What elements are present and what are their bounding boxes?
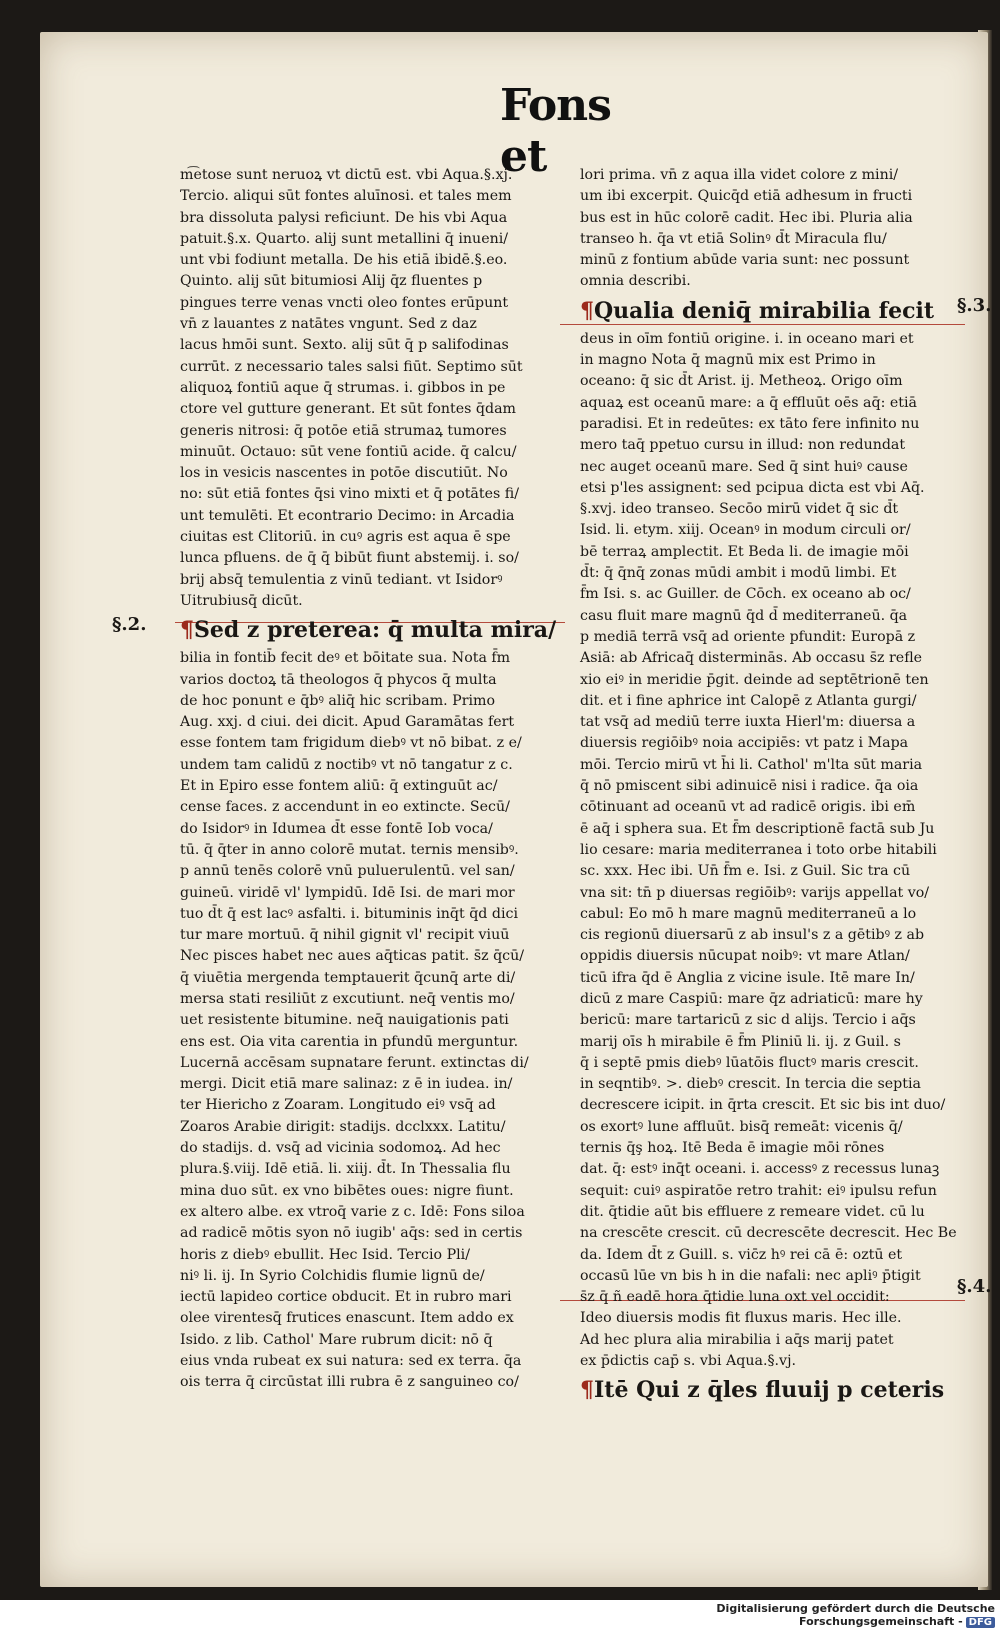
text-line: Tercio. aliqui sūt fontes aluīnosi. et tales mem [180,188,512,205]
text-line: ter Hiericho z Zoaram. Longitudo eiꝰ vsq̄ ad [180,1097,496,1114]
text-line: in seqntibꝰ. >. diebꝰ crescit. In tercia die septia [580,1076,921,1093]
text-line: cis regionū diuersarū z ab insul's z a gētibꝰ z ab [580,927,925,944]
text-line: ex p̄dictis cap̄ s. vbi Aqua.§.vj. [580,1353,796,1370]
text-line: vna sit: tn̄ p diuersas regiōibꝰ: varijs appellat vo/ [580,884,930,901]
left-column [180,165,565,1391]
text-line: p mediā terrā vsq̄ ad oriente pfundit: Europā z [580,628,916,645]
text-line: f̄m Isi. s. ac Guiller. de Cōch. ex oceano ab oc/ [580,586,911,603]
text-line: lio cesare: maria mediterranea i toto orbe hitabili [580,841,937,858]
text-line: Isido. z lib. Cathol' Mare rubrum dicit: nō q̄ [180,1331,493,1348]
margin-mark-right-1: §.3. [957,295,992,316]
text-line: Uitrubiusq̄ dicūt. [180,592,303,609]
text-line: olee virentesq̄ frutices enascunt. Item addo ex [180,1310,514,1327]
text-line: os exortꝰ lune affluūt. bisq̄ remeāt: vicenis q̄/ [580,1118,903,1135]
text-line: dicū z mare Caspiū: mare q̄z adriaticū: mare hy [580,990,923,1007]
text-line: mōi. Tercio mirū vt h̄i li. Cathol' m'lta sūt maria [580,756,923,773]
text-line: unt temulēti. Et econtrario Decimo: in Arcadia [180,507,515,524]
text-line: bilia in fontib̄ fecit deꝰ et bōitate sua. Nota f̄m [180,650,511,667]
text-line: casu fluit mare magnū q̄d d̄ mediterraneū. q̄a [580,607,908,624]
text-line: unt vbi fodiunt metalla. De his etiā ibidē.§.eo. [180,252,508,269]
text-line: ctore vel gutture generant. Et sūt fontes q̄dam [180,401,516,418]
text-line: do stadijs. d. vsq̄ ad vicinia sodomoꝝ. Ad hec [180,1140,501,1157]
text-line: in magno Nota q̄ magnū mix est Primo in [580,352,876,369]
text-line: Isid. li. etym. xiij. Oceanꝰ in modum circuli or/ [580,522,911,539]
text-line: d̄t: q̄ q̄nq̄ zonas mūdi ambit i modū limbi. Et [580,565,897,582]
text-line: tat vsq̄ ad mediū terre iuxta Hierl'm: diuersa a [580,714,916,731]
text-line: dit. et i fine aphrice int Calopē z Atlanta gurgi/ [580,692,917,709]
text-line: transeo h. q̄a vt etiā Solinꝰ d̄t Miracula flu/ [580,230,887,247]
text-line: lori prima. vn̄ z aqua illa videt colore z mini/ [580,167,899,183]
text-line: Nec pisces habet nec aues aq̄ticas patit. s̄z q̄cū/ [180,948,525,965]
text-line: oceano: q̄ sic d̄t Arist. ij. Metheoꝝ. Origo oīm [580,373,903,390]
text-line: dat. q̄: estꝰ inq̄t oceani. i. accessꝰ z recessus lunaꝫ [580,1161,940,1178]
text-line: m͡etose sunt neruoꝝ vt dictū est. vbi Aqua.§.xj. [180,167,513,183]
text-line: de hoc ponunt e q̄bꝰ aliq̄ hic scribam. Primo [180,692,496,709]
text-line: horis z diebꝰ ebullit. Hec Isid. Tercio Pli/ [180,1246,470,1263]
text-line: xio eiꝰ in meridie p̄git. deinde ad septētrionē ten [580,671,929,688]
text-line: nec auget oceanū mare. Sed q̄ sint huiꝰ cause [580,458,908,475]
text-line: niꝰ li. ij. In Syrio Colchidis flumie lignū de/ [180,1267,485,1284]
text-line: ois terra q̄ circūstat illi rubra ē z sanguineo co/ [180,1374,519,1391]
text-line: §.xvj. ideo transeo. Secōo mirū videt q̄ sic d̄t [580,501,899,518]
running-header: Fons et [500,80,611,182]
text-line: q̄ nō pmiscent sibi adinuicē nisi i radice. q̄a oia [580,778,919,795]
text-line: tuo d̄t q̄ est lacꝰ asfalti. i. bituminis inq̄t q̄d dici [180,905,518,922]
text-line: plura.§.viij. Idē etiā. li. xiij. d̄t. In Thessalia flu [180,1161,511,1178]
text-line: na crescēte crescit. cū decrescēte decrescit. Hec Be [580,1225,957,1242]
text-line: cense faces. z accendunt in eo extincte. Secū/ [180,799,510,816]
text-line: uet resistente bitumine. neq̄ nauigationis pati [180,1012,509,1029]
text-line: lunca pfluens. de q̄ q̄ bibūt fiunt abstemij. i. so/ [180,550,519,567]
text-line: eius vnda rubeat ex sui natura: sed ex terra. q̄a [180,1353,522,1370]
text-line: guineū. viridē vl' lympidū. Idē Isi. de mari mor [180,884,515,901]
text-line: mina duo sūt. ex vno bibētes oues: nigre fiunt. [180,1182,514,1199]
text-line: brij absq̄ temulentia z vinū tediant. vt Isidorꝰ [180,571,503,588]
text-line: deus in oīm fontiū origine. i. in oceano mari et [580,330,914,347]
text-line: s̄z q̄ ñ eadē hora q̄tidie luna oxt vel occidit: [580,1289,890,1306]
text-line: esse fontem tam frigidum diebꝰ vt nō bibat. z e/ [180,735,522,752]
text-line: marij oīs h mirabile ē f̄m Pliniū li. ij. z Guil. s [580,1033,901,1050]
text-line: p annū tenēs colorē vnū puluerulentū. vel san/ [180,863,515,880]
text-line: Zoaros Arabie dirigit: stadijs. dcclxxx. Latitu/ [180,1118,506,1135]
text-line: bus est in hūc colorē cadit. Hec ibi. Pluria alia [580,209,913,226]
text-line: tū. q̄ q̄ter in anno colorē mutat. ternis mensibꝰ. [180,841,519,858]
text-line: ternis q̄ş hoꝝ. Itē Beda ē imagie mōi rōnes [580,1140,885,1157]
text-line: tur mare mortuū. q̄ nihil gignit vl' recipit viuū [180,927,510,944]
text-line: oppidis diuersis nūcupat noibꝰ: vt mare Atlan/ [580,948,910,965]
text-line: ad radicē mōtis syon nō iugib' aq̄s: sed in certis [180,1225,523,1242]
text-line: currūt. z necessario tales salsi fiūt. Septimo sūt [180,358,523,375]
text-line: q̄ i septē pmis diebꝰ lūatōis fluctꝰ maris crescit. [580,1054,919,1071]
section-heading-left: ¶Sed z preterea: q̄ multa mira/ [180,617,557,644]
text-line: ciuitas est Clitoriū. in cuꝰ agris est aqua ē spe [180,529,511,546]
text-line: generis nitrosi: q̄ potōe etiā strumaꝝ tumores [180,422,507,439]
text-line: pingues terre venas vncti oleo fontes erūpunt [180,294,509,311]
text-line: varios doctoꝝ tā theologos q̄ phycos q̄ multa [180,671,497,688]
margin-mark-right-2: §.4. [957,1276,992,1297]
right-column [580,165,965,1404]
text-line: do Isidorꝰ in Idumea d̄t esse fontē Iob voca/ [180,820,493,837]
text-line: bericū: mare tartaricū z sic d alijs. Tercio i aq̄s [580,1012,916,1029]
text-line: dit. q̄tidie aūt bis effluere z remeare videt. cū lu [580,1203,925,1220]
section-heading-right: ¶Qualia deniq̄ mirabilia fecit [580,297,935,324]
section-heading-right-2: ¶Itē Qui z q̄les fluuij p ceteris [580,1377,945,1404]
dfg-logo: DFG [966,1617,995,1628]
text-line: ex altero albe. ex vtroq̄ varie z c. Idē: Fons siloa [180,1203,525,1220]
text-line: diuersis regiōibꝰ noia accipiēs: vt patz i Mapa [580,735,909,752]
text-line: ens est. Oia vita carentia in pfundū merguntur. [180,1033,519,1050]
digitization-credit [565,1602,995,1628]
text-line: Aug. xxj. d ciui. dei dicit. Apud Garamātas fert [180,714,515,731]
text-line: omnia describi. [580,273,691,290]
text-line: iectū lapideo cortice obducit. Et in rubro mari [180,1289,512,1306]
text-line: lacus hmōi sunt. Sexto. alij sūt q̄ p salifodinas [180,337,509,354]
text-line: sc. xxx. Hec ibi. Un̄ f̄m e. Isi. z Guil. Sic tra cū [580,863,911,880]
credit-text: Digitalisierung gefördert durch die Deutsche Forschungsgemeinschaft - [716,1602,995,1628]
text-line: aquaꝝ est oceanū mare: a q̄ effluūt oēs aq̄: etiā [580,394,917,411]
text-line: ticū ifra q̄d ē Anglia z vicine isule. Itē mare In/ [580,969,915,986]
text-line: aliquoꝝ fontiū aque q̄ strumas. i. gibbos in pe [180,379,506,396]
text-line: no: sūt etiā fontes q̄si vino mixti et q̄ potātes fi/ [180,486,520,503]
text-line: sequit: cuiꝰ aspiratōe retro trahit: eiꝰ ipulsu refun [580,1182,937,1199]
text-line: q̄ viuētia mergenda temptauerit q̄cunq̄ arte di/ [180,969,516,986]
text-line: patuit.§.x. Quarto. alij sunt metallini q̄ inueni/ [180,230,509,247]
text-line: minuūt. Octauo: sūt vene fontiū acide. q̄ calcu/ [180,443,517,460]
text-line: vn̄ z lauantes z natātes vngunt. Sed z daz [180,316,477,333]
text-line: mero taq̄ ppetuo cursu in illud: non redundat [580,437,906,454]
text-line: etsi p'les assignent: sed pcipua dicta est vbi Aq̄. [580,479,925,496]
text-line: decrescere icipit. in q̄rta crescit. Et sic bis int duo/ [580,1097,946,1114]
text-line: bra dissoluta palysi reficiunt. De his vbi Aqua [180,209,508,226]
text-line: mergi. Dicit etiā mare salinaz: z ē in iudea. in/ [180,1076,513,1093]
text-line: Asiā: ab Africaq̄ disterminās. Ab occasu s̄z refle [580,650,923,667]
text-line: cabul: Eo mō h mare magnū mediterraneū a lo [580,905,917,922]
text-line: Lucernā accēsam supnatare ferunt. extinctas di/ [180,1054,529,1071]
text-line: mersa stati resiliūt z excutiunt. neq̄ ventis mo/ [180,990,515,1007]
text-line: ē aq̄ i sphera sua. Et f̄m descriptionē factā sub Ju [580,820,935,837]
text-line: cōtinuant ad oceanū vt ad radicē origis. ibi em̄ [580,799,916,816]
text-line: paradisi. Et in redeūtes: ex tāto fere infinito nu [580,415,920,432]
text-line: occasū lūe vn bis h in die nafali: nec apliꝰ p̄tigit [580,1267,921,1284]
text-line: da. Idem d̄t z Guill. s. vic̄z hꝰ rei cā ē: oztū et [580,1246,903,1263]
margin-mark-left: §.2. [112,614,147,635]
text-line: undem tam calidū z noctibꝰ vt nō tangatur z c. [180,756,513,773]
text-line: bē terraꝝ amplectit. Et Beda li. de imagie mōi [580,543,909,560]
text-line: Quinto. alij sūt bitumiosi Alij q̄z fluentes p [180,273,483,290]
text-line: Ideo diuersis modis fit fluxus maris. Hec ille. [580,1310,902,1327]
text-line: los in vesicis nascentes in potōe discutiūt. No [180,465,508,482]
text-line: Et in Epiro esse fontem aliū: q̄ extinguūt ac/ [180,778,498,795]
text-line: um ibi excerpit. Quicq̄d etiā adhesum in fructi [580,188,913,205]
text-line: minū z fontium abūde varia sunt: nec possunt [580,252,910,269]
text-line: Ad hec plura alia mirabilia i aq̄s marij patet [580,1331,894,1348]
